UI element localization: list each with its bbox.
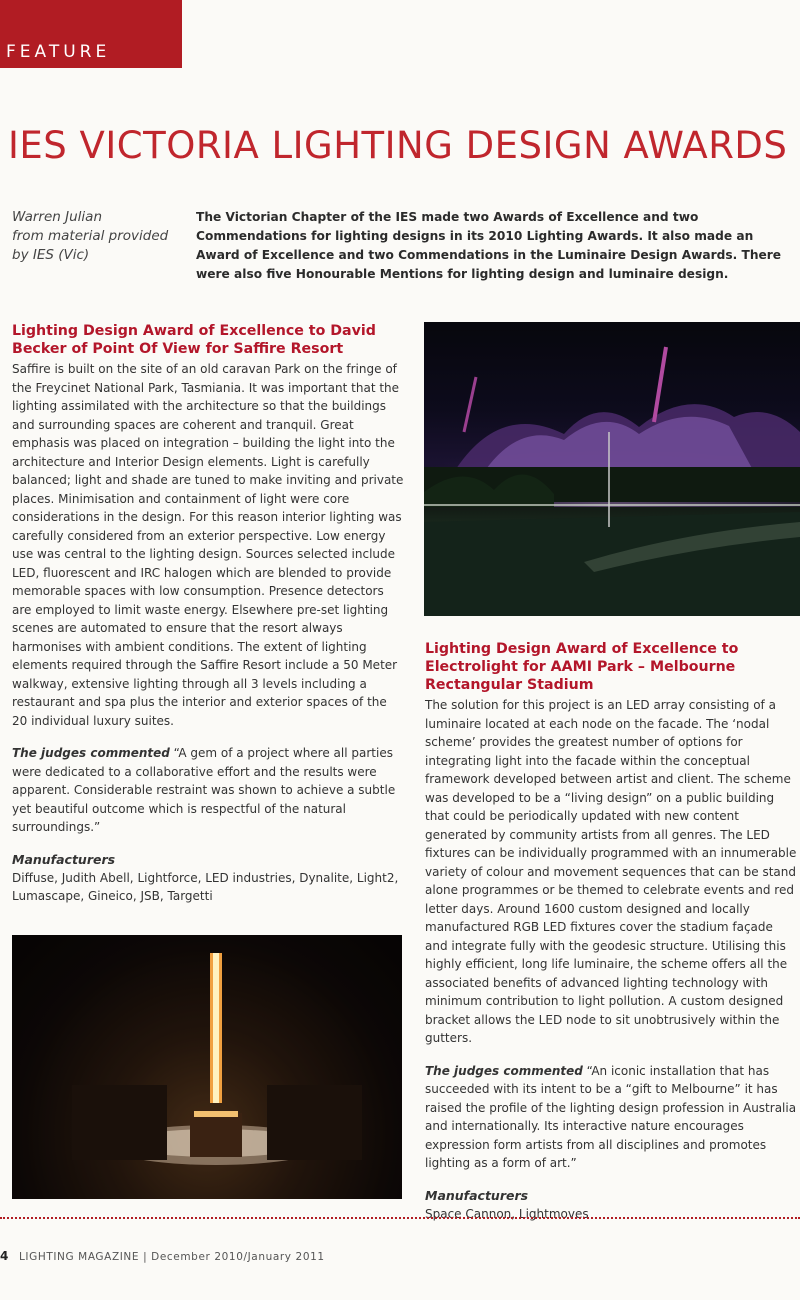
award1-column — [12, 322, 404, 920]
award2-column — [425, 640, 797, 1237]
award2-heading: Lighting Design Award of Excellence to Electrolight for AAMI Park – Melbourne Rectangular Stadium — [425, 641, 739, 693]
resort-illustration — [12, 935, 402, 1199]
section-tab-label: FEATURE — [6, 42, 111, 62]
award1-manufacturers-label: Manufacturers — [12, 851, 116, 867]
page-footer — [0, 1249, 325, 1263]
stadium-photo — [424, 322, 800, 616]
award2-judges-label: The judges commented — [425, 1063, 583, 1078]
resort-photo — [12, 935, 402, 1199]
award1-heading: Lighting Design Award of Excellence to David Becker of Point Of View for Saffire Resort — [12, 323, 376, 357]
award2-manufacturers-label: Manufacturers — [425, 1187, 529, 1203]
stadium-illustration — [424, 322, 800, 616]
award1-judges-text: “A gem of a project where all parties were dedicated to a collaborative effort and the results were apparent. Considerable restraint was shown to achieve a subtle yet beautiful outcome which is respectful of the natural surroundings.” — [12, 746, 396, 834]
intro-paragraph: The Victorian Chapter of the IES made two Awards of Excellence and two Commendations for lighting designs in its 2010 Lighting Awards. It also made an Award of Excellence and two Commendations in the Luminaire Design Awards. There were also five Honourable Mentions for lighting design and luminaire design. — [196, 210, 782, 281]
magazine-name: LIGHTING MAGAZINE — [18, 1251, 140, 1263]
award1-body: Saffire is built on the site of an old caravan Park on the fringe of the Freycinet National Park, Tasmiania. It was important that the lighting assimilated with the architecture so that the buildings and surrounding spaces are coherent and tranquil. Great emphasis was placed on integration – building the light into the architecture and Interior Design elements. Light is carefully balanced; light and shade are tuned to make inviting and private places. Minimisation and containment of light were core considerations in the design. For this reason interior lighting was carefully considered from an exterior perspective. Low energy use was central to the lighting design. Sources selected include LED, fluorescent and IRC halogen which are blended to provide memorable spaces with low consumption. Presence detectors are employed to limit waste energy. Elsewhere pre-set lighting scenes are automated to ensure that the resort always harmonises with ambient conditions. The extent of lighting elements required through the Saffire Resort include a 50 Meter walkway, extensive lighting through all 3 levels including a restaurant and spa plus the interior and exterior spaces of the 20 individual luxury suites. — [12, 362, 404, 728]
page-number: 4 — [0, 1249, 9, 1263]
award1-judges-label: The judges commented — [12, 746, 170, 760]
award2-body: The solution for this project is an LED array consisting of a luminaire located at each node on the facade. The ‘nodal scheme’ provides the greatest number of options for integrating light into the facade within the conceptual framework developed between artist and client. The scheme was developed to be a “living design” on a public building that could be periodically updated with new content generated by community artists from all genres. The LED fixtures can be individually programmed with an innumerable variety of colour and movement sequences that can be stand alone programmes or be themed to celebrate events and red letter days. Around 1600 custom designed and locally manufactured RGB LED fixtures cover the stadium façade and integrate fully with the geodesic structure. Utilising this highly efficient, long life luminaire, the scheme offers all the associated benefits of advanced lighting technology with minimum contribution to light pollution. A custom designed bracket allows the LED node to sit unobtrusively within the gutters. — [425, 698, 797, 1045]
footer-divider — [0, 1217, 800, 1219]
byline-org: by IES (Vic) — [12, 247, 90, 263]
award1-manufacturers: Diffuse, Judith Abell, Lightforce, LED industries, Dynalite, Light2, Lumascape, Gineico, JSB, Targetti — [12, 870, 399, 903]
issue-date: | December 2010/January 2011 — [143, 1251, 325, 1263]
byline-source: from material provided — [12, 228, 169, 244]
section-tab — [0, 0, 182, 68]
award2-manufacturers: Space Cannon, Lightmoves — [425, 1206, 589, 1221]
byline-author: Warren Julian — [12, 209, 103, 225]
award1-judges — [12, 744, 404, 837]
award2-judges — [425, 1062, 797, 1173]
article-title: IES VICTORIA LIGHTING DESIGN AWARDS — [8, 124, 788, 167]
award2-judges-text: “An iconic installation that has succeeded with its intent to be a “gift to Melbourne” it has raised the profile of the lighting design profession in Australia and internationally. Its interactive nature encourages expression form artists from all disciplines and promotes lighting as a form of art.” — [425, 1063, 797, 1170]
byline — [12, 208, 182, 265]
